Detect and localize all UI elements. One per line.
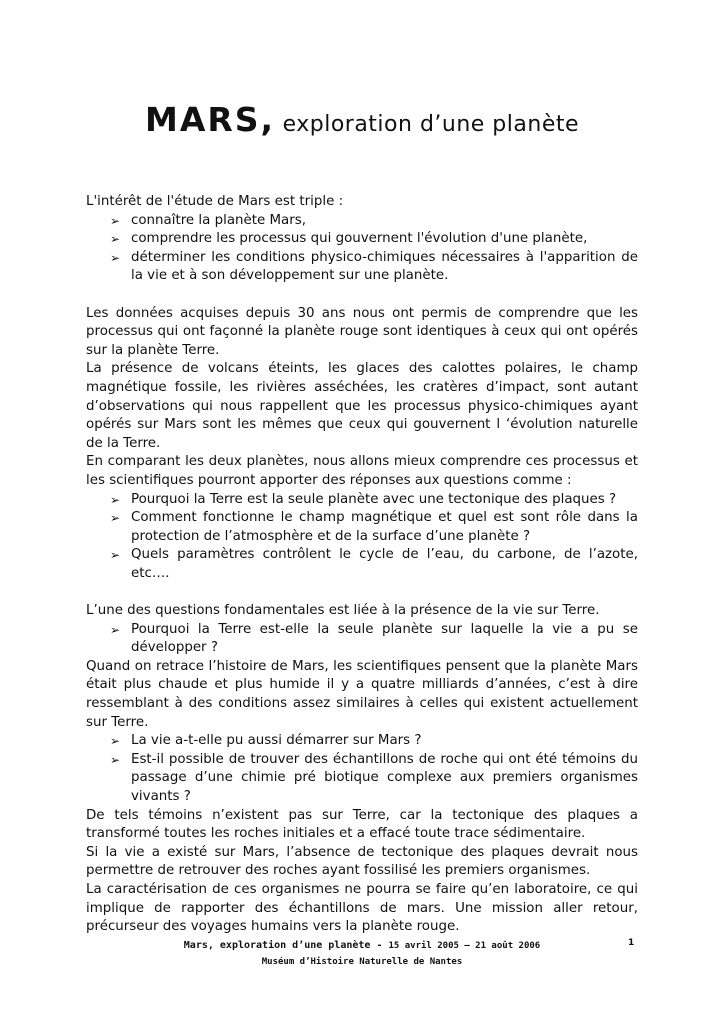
page-number: 1 [628, 938, 635, 948]
page-footer [0, 938, 724, 970]
intro-bullet-list [86, 212, 638, 286]
life-question-list [86, 621, 638, 658]
arrow-bullet-icon: ➢ [110, 734, 121, 749]
arrow-bullet-icon: ➢ [110, 622, 121, 637]
arrow-bullet-icon: ➢ [110, 511, 121, 526]
paragraph-no-tectonics: Si la vie a existé sur Mars, l’absence de tectonique des plaques devrait nous permettre de retrouver des roches ayant fossilisé les premiers organismes. [86, 844, 638, 879]
paragraph-no-witnesses: De tels témoins n’existent pas sur Terre, car la tectonique des plaques a transformé toutes les roches initiales et a effacé toute trace sédimentaire. [86, 807, 638, 842]
paragraph-laboratory: La caractérisation de ces organismes ne pourra se faire qu’en laboratoire, ce qui implique de rapporter des échantillons de mars. Une mission aller retour, précurseur des voyages humains vers la planète rouge. [86, 881, 638, 935]
footer-title-line [0, 938, 724, 954]
list-item: ➢ Quels paramètres contrôlent le cycle de l’eau, du carbone, de l’azote, etc…. [110, 547, 638, 581]
questions-list [86, 491, 638, 584]
list-item: ➢ Pourquoi la Terre est la seule planète avec une tectonique des plaques ? [110, 491, 638, 510]
paragraph-spacer [86, 286, 638, 305]
arrow-bullet-icon: ➢ [110, 752, 121, 767]
intro-paragraph: L'intérêt de l'étude de Mars est triple : [86, 194, 344, 209]
list-item: ➢ déterminer les conditions physico-chimiques nécessaires à l'apparition de la vie et à son développement sur une planète. [110, 249, 638, 284]
paragraph-spacer [86, 583, 638, 602]
paragraph-mars-history: Quand on retrace l’histoire de Mars, les scientifiques pensent que la planète Mars était plus chaude et plus humide il y a quatre milliards d’années, c’est à dire ressemblant à des conditions assez similaires à celles qui existent actuellement sur Terre. [86, 658, 638, 730]
arrow-bullet-icon: ➢ [110, 213, 121, 228]
paragraph-data-acquired: Les données acquises depuis 30 ans nous ont permis de comprendre que les processus qui ont façonné la planète rouge sont identiques à ceux qui ont opérés sur la planète Terre. [86, 305, 638, 358]
document-body [86, 193, 638, 937]
mars-questions-list [86, 732, 638, 806]
footer-dates: 15 avril 2005 – 21 août 2006 [388, 941, 541, 951]
arrow-bullet-icon: ➢ [110, 232, 121, 247]
list-item: ➢ Est-il possible de trouver des échantillons de roche qui ont été témoins du passage d’une chimie pré biotique complexe aux premiers organismes vivants ? [110, 751, 638, 804]
page-title [0, 100, 724, 139]
footer-museum: Muséum d’Histoire Naturelle de Nantes [261, 957, 463, 967]
list-item: ➢ connaître la planète Mars, [110, 212, 638, 231]
title-subtitle: exploration d’une planète [275, 112, 580, 137]
list-item: ➢ comprendre les processus qui gouvernent l'évolution d'une planète, [110, 230, 638, 249]
list-item: ➢ Pourquoi la Terre est-elle la seule planète sur laquelle la vie a pu se développer ? [110, 621, 638, 656]
list-item: ➢ Comment fonctionne le champ magnétique et quel est sont rôle dans la protection de l’atmosphère et de la surface d’une planète ? [110, 510, 638, 544]
paragraph-comparison: En comparant les deux planètes, nous allons mieux comprendre ces processus et les scientifiques pourront apporter des réponses aux questions comme : [86, 454, 638, 488]
arrow-bullet-icon: ➢ [110, 250, 121, 265]
arrow-bullet-icon: ➢ [110, 548, 121, 563]
paragraph-life-question: L’une des questions fondamentales est liée à la présence de la vie sur Terre. [86, 603, 600, 619]
footer-title: Mars, exploration d’une planète - [183, 940, 389, 951]
title-main: MARS, [144, 100, 276, 139]
paragraph-observations: La présence de volcans éteints, les glaces des calottes polaires, le champ magnétique fossile, les rivières asséchées, les cratères d’impact, sont autant d’observations qui nous rappellent que les processus physico-chimiques ayant opérés sur Mars sont les mêmes que ceux qui gouvernent l ‘évolution naturelle de la Terre. [86, 361, 638, 451]
list-item: ➢ La vie a-t-elle pu aussi démarrer sur Mars ? [110, 732, 638, 751]
arrow-bullet-icon: ➢ [110, 492, 121, 507]
